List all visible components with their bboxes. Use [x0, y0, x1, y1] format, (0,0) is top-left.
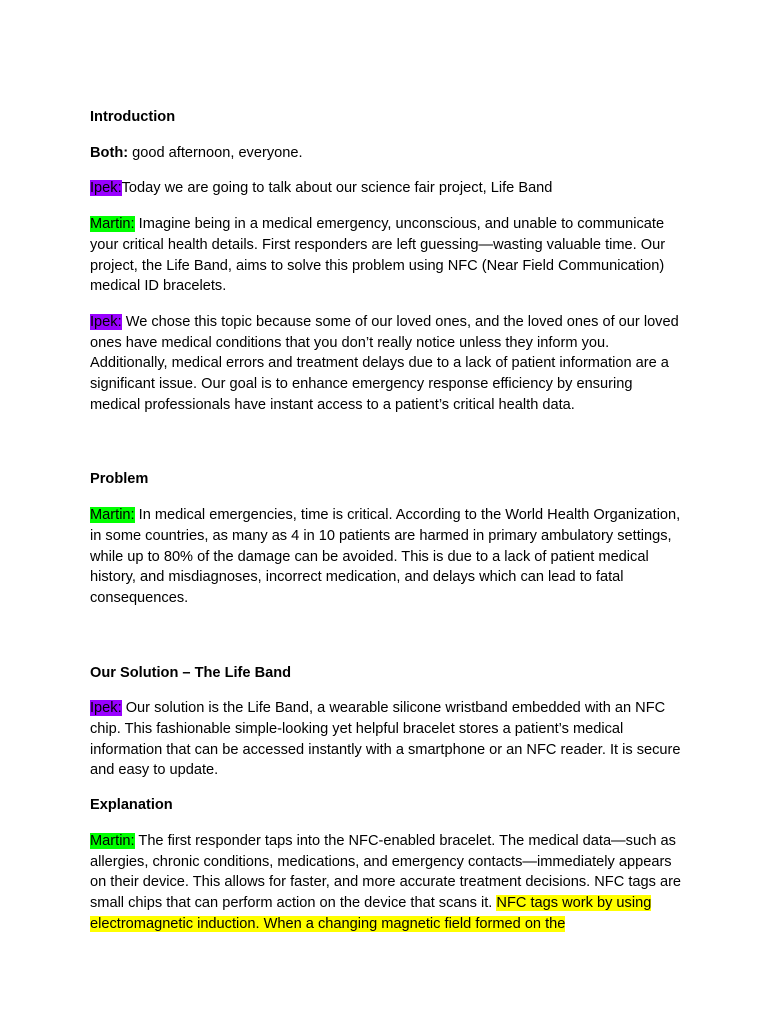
heading-explanation: Explanation [90, 797, 173, 814]
paragraph-text: Imagine being in a medical emergency, unconscious, and unable to communicate your critical health details. First responders are left guessing—wasting valuable time. Our project, the Life Band, aims to solve this problem using NFC (Near Field Communication) medical ID bracelets. [90, 216, 666, 295]
speaker-label-martin: Martin: [90, 216, 135, 233]
speaker-label-martin: Martin: [90, 832, 135, 849]
paragraph-text: Our solution is the Life Band, a wearable silicone wristband embedded with an NFC chip. This fashionable simple-looking yet helpful bracelet stores a patient’s medical information that can be accessed instantly with a smartphone or an NFC reader. It is secure and easy to update. [90, 700, 681, 779]
paragraph-text: In medical emergencies, time is critical. According to the World Health Organization, in some countries, as many as 4 in 10 patients are harmed in primary ambulatory settings, while up to 80% of the damage can be avoided. This is due to a lack of patient medical history, and misdiagnoses, incorrect medication, and delays which can lead to fatal consequences. [90, 507, 681, 606]
paragraph-both-greeting [90, 143, 682, 164]
paragraph-martin-problem [90, 505, 682, 609]
paragraph-text: The first responder taps into the NFC-enabled bracelet. The medical data—such as allergies, chronic conditions, medications, and emergency contacts—immediately appears on their device. This allows for faster, and more accurate treatment decisions. NFC tags are small chips that can perform action on the device that scans it. [90, 832, 682, 911]
heading-problem: Problem [90, 471, 149, 488]
document-body [90, 107, 682, 934]
speaker-label-ipek: Ipek: [90, 313, 122, 330]
heading-our-solution: Our Solution – The Life Band [90, 664, 292, 681]
paragraph-ipek-motivation [90, 312, 682, 416]
heading-introduction: Introduction [90, 109, 176, 125]
paragraph-martin-intro [90, 214, 682, 297]
speaker-label-both: Both: [90, 144, 129, 161]
paragraph-text: We chose this topic because some of our loved ones, and the loved ones of our loved ones have medical conditions that you don’t really notice unless they inform you. Additionally, medical errors and treatment delays due to a lack of patient information are a significant issue. Our goal is to enhance emergency response efficiency by ensuring medical professionals have instant access to a patient’s critical health data. [90, 313, 679, 413]
paragraph-ipek-solution [90, 698, 682, 781]
speaker-label-martin: Martin: [90, 507, 135, 524]
paragraph-text: good afternoon, everyone. [128, 144, 303, 161]
speaker-label-ipek: Ipek: [90, 180, 122, 197]
paragraph-ipek-intro [90, 178, 682, 199]
highlighted-text: NFC tags work by using electromagnetic induction. When a changing magnetic field formed on the [90, 894, 652, 932]
paragraph-text: Today we are going to talk about our science fair project, Life Band [121, 180, 553, 197]
paragraph-martin-explanation [90, 831, 682, 935]
speaker-label-ipek: Ipek: [90, 700, 122, 717]
